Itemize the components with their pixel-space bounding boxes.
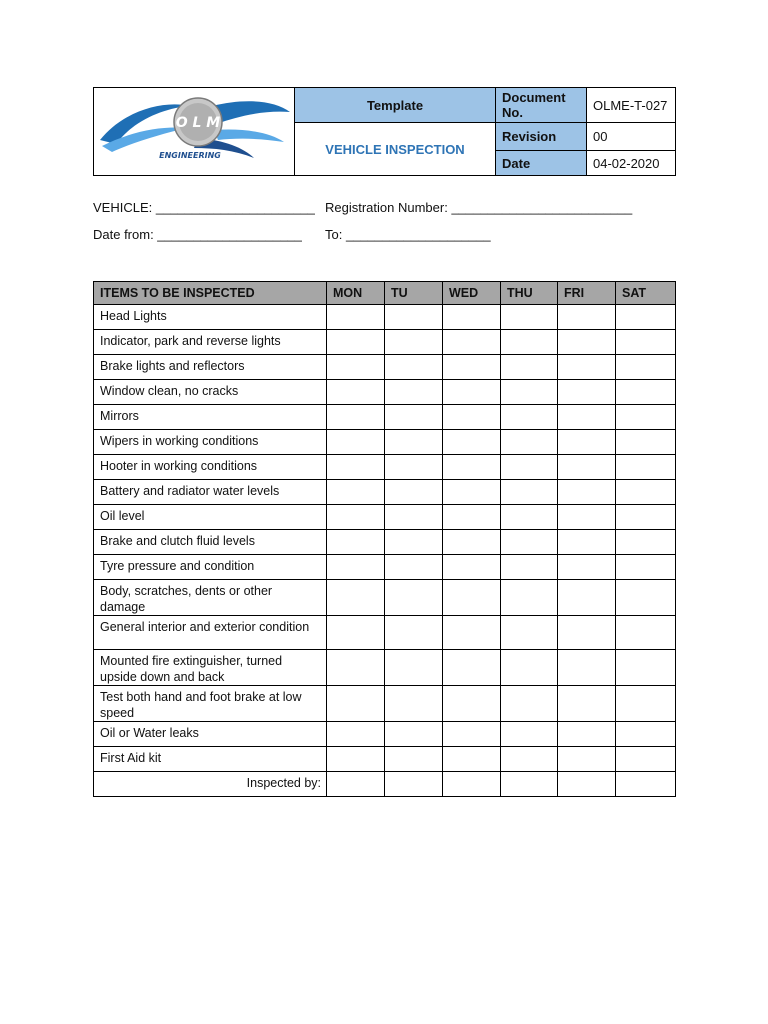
check-cell-thu[interactable] [501, 505, 558, 530]
inspection-item: Oil or Water leaks [94, 722, 327, 747]
check-cell-wed[interactable] [443, 455, 501, 480]
table-row [94, 405, 676, 430]
table-row [94, 580, 676, 616]
check-cell-fri[interactable] [558, 530, 616, 555]
check-cell-thu[interactable] [501, 305, 558, 330]
document-no-label: Document No. [496, 88, 587, 123]
inspection-item: Mounted fire extinguisher, turned upside down and back [94, 650, 327, 686]
check-cell-wed[interactable] [443, 530, 501, 555]
check-cell-fri[interactable] [558, 722, 616, 747]
check-cell-wed[interactable] [443, 505, 501, 530]
table-row [94, 330, 676, 355]
table-row [94, 686, 676, 722]
check-cell-sat[interactable] [616, 355, 676, 380]
check-cell-wed[interactable] [443, 686, 501, 722]
check-cell-fri[interactable] [558, 455, 616, 480]
check-cell-fri[interactable] [558, 430, 616, 455]
table-row [94, 555, 676, 580]
check-cell-sat[interactable] [616, 722, 676, 747]
inspection-item: Indicator, park and reverse lights [94, 330, 327, 355]
header-items: ITEMS TO BE INSPECTED [94, 282, 327, 305]
check-cell-tu[interactable] [385, 616, 443, 650]
check-cell-sat[interactable] [616, 305, 676, 330]
table-row [94, 505, 676, 530]
check-cell-mon[interactable] [327, 650, 385, 686]
inspection-item: Battery and radiator water levels [94, 480, 327, 505]
check-cell-wed[interactable] [443, 355, 501, 380]
check-cell-tu[interactable] [385, 747, 443, 772]
check-cell-wed[interactable] [443, 405, 501, 430]
check-cell-wed[interactable] [443, 380, 501, 405]
check-cell-thu[interactable] [501, 747, 558, 772]
check-cell-sat[interactable] [616, 330, 676, 355]
inspection-item: Oil level [94, 505, 327, 530]
check-cell-fri[interactable] [558, 686, 616, 722]
check-cell-mon[interactable] [327, 747, 385, 772]
check-cell-wed[interactable] [443, 722, 501, 747]
check-cell-mon[interactable] [327, 580, 385, 616]
check-cell-thu[interactable] [501, 686, 558, 722]
check-cell-tu[interactable] [385, 330, 443, 355]
header-wed: WED [443, 282, 501, 305]
check-cell-tu[interactable] [385, 580, 443, 616]
check-cell-wed[interactable] [443, 650, 501, 686]
check-cell-tu[interactable] [385, 505, 443, 530]
signature-cell-tu[interactable] [385, 772, 443, 797]
check-cell-fri[interactable] [558, 355, 616, 380]
check-cell-mon[interactable] [327, 505, 385, 530]
signature-cell-mon[interactable] [327, 772, 385, 797]
check-cell-sat[interactable] [616, 380, 676, 405]
check-cell-mon[interactable] [327, 722, 385, 747]
check-cell-mon[interactable] [327, 455, 385, 480]
date-from-field: Date from: ____________________ [93, 227, 302, 242]
company-logo [94, 88, 295, 176]
inspection-item: Tyre pressure and condition [94, 555, 327, 580]
inspection-item: General interior and exterior condition [94, 616, 327, 650]
to-field: To: ____________________ [325, 227, 491, 242]
check-cell-tu[interactable] [385, 722, 443, 747]
header-thu: THU [501, 282, 558, 305]
inspection-item: Head Lights [94, 305, 327, 330]
revision-value: 00 [587, 123, 676, 151]
check-cell-fri[interactable] [558, 747, 616, 772]
vehicle-field: VEHICLE: ______________________ [93, 200, 315, 215]
signature-cell-wed[interactable] [443, 772, 501, 797]
check-cell-wed[interactable] [443, 580, 501, 616]
document-no-value: OLME-T-027 [587, 88, 676, 123]
revision-label: Revision [496, 123, 587, 151]
check-cell-sat[interactable] [616, 480, 676, 505]
inspection-table [93, 281, 676, 797]
inspection-item: Window clean, no cracks [94, 380, 327, 405]
table-row [94, 530, 676, 555]
check-cell-mon[interactable] [327, 430, 385, 455]
template-label: Template [295, 88, 496, 123]
check-cell-wed[interactable] [443, 305, 501, 330]
check-cell-thu[interactable] [501, 380, 558, 405]
check-cell-wed[interactable] [443, 747, 501, 772]
table-row [94, 455, 676, 480]
check-cell-tu[interactable] [385, 305, 443, 330]
table-row [94, 380, 676, 405]
inspection-item: Hooter in working conditions [94, 455, 327, 480]
check-cell-thu[interactable] [501, 616, 558, 650]
check-cell-mon[interactable] [327, 355, 385, 380]
check-cell-tu[interactable] [385, 686, 443, 722]
check-cell-thu[interactable] [501, 555, 558, 580]
check-cell-thu[interactable] [501, 355, 558, 380]
table-row [94, 616, 676, 650]
check-cell-sat[interactable] [616, 405, 676, 430]
check-cell-fri[interactable] [558, 616, 616, 650]
table-row [94, 355, 676, 380]
check-cell-tu[interactable] [385, 555, 443, 580]
inspection-item: Brake lights and reflectors [94, 355, 327, 380]
inspection-item: Brake and clutch fluid levels [94, 530, 327, 555]
table-header-row [94, 282, 676, 305]
check-cell-fri[interactable] [558, 380, 616, 405]
check-cell-wed[interactable] [443, 330, 501, 355]
check-cell-wed[interactable] [443, 430, 501, 455]
date-label: Date [496, 151, 587, 176]
check-cell-fri[interactable] [558, 480, 616, 505]
signature-cell-thu[interactable] [501, 772, 558, 797]
inspection-item: Wipers in working conditions [94, 430, 327, 455]
check-cell-tu[interactable] [385, 430, 443, 455]
check-cell-mon[interactable] [327, 530, 385, 555]
header-fri: FRI [558, 282, 616, 305]
svg-text:ENGINEERING: ENGINEERING [159, 151, 221, 160]
check-cell-mon[interactable] [327, 380, 385, 405]
check-cell-sat[interactable] [616, 555, 676, 580]
check-cell-mon[interactable] [327, 616, 385, 650]
check-cell-sat[interactable] [616, 747, 676, 772]
check-cell-thu[interactable] [501, 580, 558, 616]
check-cell-thu[interactable] [501, 480, 558, 505]
check-cell-mon[interactable] [327, 405, 385, 430]
table-row [94, 747, 676, 772]
check-cell-sat[interactable] [616, 580, 676, 616]
table-row [94, 480, 676, 505]
check-cell-mon[interactable] [327, 480, 385, 505]
check-cell-mon[interactable] [327, 686, 385, 722]
registration-field: Registration Number: _________________________ [325, 200, 633, 215]
check-cell-thu[interactable] [501, 650, 558, 686]
check-cell-sat[interactable] [616, 505, 676, 530]
check-cell-tu[interactable] [385, 455, 443, 480]
check-cell-mon[interactable] [327, 555, 385, 580]
check-cell-thu[interactable] [501, 430, 558, 455]
header-sat: SAT [616, 282, 676, 305]
table-row [94, 650, 676, 686]
check-cell-sat[interactable] [616, 686, 676, 722]
document-title: VEHICLE INSPECTION [295, 123, 496, 176]
check-cell-wed[interactable] [443, 616, 501, 650]
check-cell-thu[interactable] [501, 722, 558, 747]
check-cell-tu[interactable] [385, 480, 443, 505]
svg-text:O L M: O L M [175, 115, 221, 131]
check-cell-tu[interactable] [385, 380, 443, 405]
document-header [93, 87, 676, 176]
check-cell-thu[interactable] [501, 405, 558, 430]
check-cell-tu[interactable] [385, 405, 443, 430]
check-cell-mon[interactable] [327, 305, 385, 330]
inspected-by-label: Inspected by: [94, 772, 327, 797]
header-tu: TU [385, 282, 443, 305]
inspected-by-row [94, 772, 676, 797]
check-cell-wed[interactable] [443, 555, 501, 580]
signature-cell-sat[interactable] [616, 772, 676, 797]
check-cell-thu[interactable] [501, 455, 558, 480]
check-cell-fri[interactable] [558, 650, 616, 686]
check-cell-sat[interactable] [616, 530, 676, 555]
table-row [94, 305, 676, 330]
table-row [94, 430, 676, 455]
inspection-item: Test both hand and foot brake at low speed [94, 686, 327, 722]
check-cell-fri[interactable] [558, 555, 616, 580]
check-cell-sat[interactable] [616, 455, 676, 480]
check-cell-fri[interactable] [558, 580, 616, 616]
check-cell-fri[interactable] [558, 305, 616, 330]
signature-cell-fri[interactable] [558, 772, 616, 797]
check-cell-wed[interactable] [443, 480, 501, 505]
check-cell-thu[interactable] [501, 330, 558, 355]
table-row [94, 722, 676, 747]
check-cell-sat[interactable] [616, 430, 676, 455]
check-cell-fri[interactable] [558, 505, 616, 530]
check-cell-mon[interactable] [327, 330, 385, 355]
check-cell-tu[interactable] [385, 530, 443, 555]
inspection-item: Mirrors [94, 405, 327, 430]
header-mon: MON [327, 282, 385, 305]
check-cell-sat[interactable] [616, 616, 676, 650]
check-cell-fri[interactable] [558, 405, 616, 430]
check-cell-fri[interactable] [558, 330, 616, 355]
olm-logo-icon [94, 88, 294, 172]
check-cell-tu[interactable] [385, 355, 443, 380]
check-cell-thu[interactable] [501, 530, 558, 555]
check-cell-tu[interactable] [385, 650, 443, 686]
check-cell-sat[interactable] [616, 650, 676, 686]
date-value: 04-02-2020 [587, 151, 676, 176]
inspection-item: First Aid kit [94, 747, 327, 772]
inspection-item: Body, scratches, dents or other damage [94, 580, 327, 616]
